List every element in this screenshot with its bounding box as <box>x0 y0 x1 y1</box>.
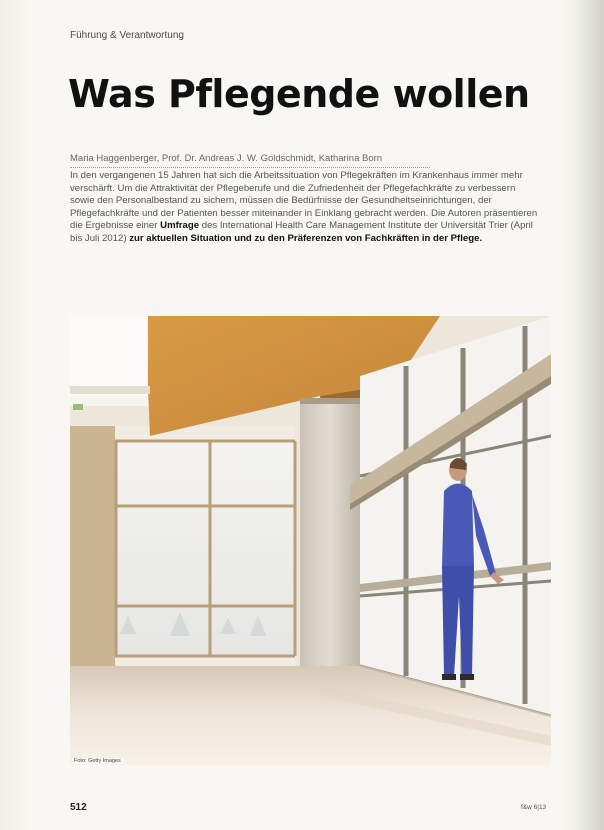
author-byline: Maria Haggenberger, Prof. Dr. Andreas J. W. Goldschmidt, Katharina Born <box>70 153 430 168</box>
lead-end: . <box>479 232 483 244</box>
lead-middle: des International Health Care Management Institute der Universität Trier (April bis Juli 2012) <box>70 220 533 244</box>
magazine-issue: f&w 6|13 <box>521 804 547 811</box>
section-label: Führung & Verantwortung <box>70 30 184 41</box>
page-edge-shadow <box>574 0 604 830</box>
article-title: Was Pflegende wollen <box>68 72 530 116</box>
article-lead <box>70 170 540 246</box>
lead-intro: In den vergangenen 15 Jahren hat sich die Arbeitssituation von Pflegekräften im Krankenhaus immer mehr verschärft. Um die Attraktivität der Pflegeberufe und die Zufriedenheit der Pflegefachkräfte zu verbessern sowie den Personalbestand zu sichern, müssen die Bedürfnisse der Gesundheitseinrichtungen, der Pflegefachkräfte und der Patienten besser miteinander in Einklang gebracht werden. Die Autoren präsentieren die Ergebnisse einer <box>70 170 538 232</box>
page-number: 512 <box>70 802 87 813</box>
lead-highlight: zur aktuellen Situation und zu den Präferenzen von Fachkräften in der Pflege <box>129 232 480 244</box>
photo-credit: Foto: Getty Images <box>74 758 121 764</box>
article-photo <box>70 316 551 765</box>
lead-keyword: Umfrage <box>160 220 200 232</box>
